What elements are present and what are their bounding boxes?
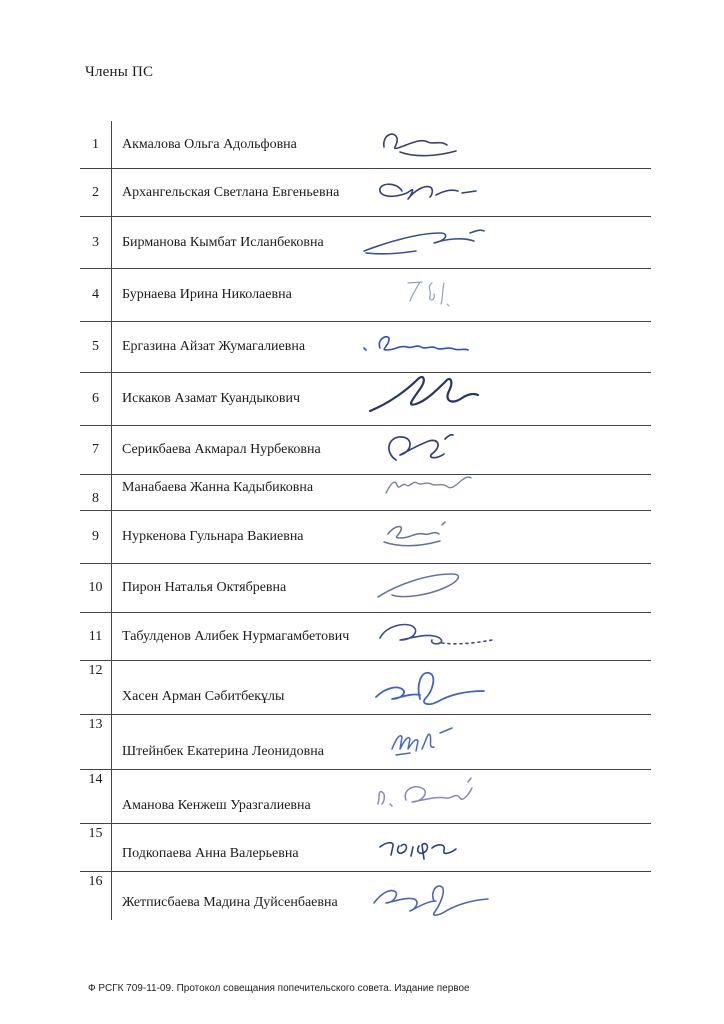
row-number: 1: [80, 121, 112, 168]
table-row: [80, 613, 651, 661]
member-name: Бирманова Кымбат Исланбековна: [122, 234, 324, 250]
row-number: 7: [80, 426, 112, 474]
table-row: [80, 322, 651, 373]
row-number: 16: [80, 872, 112, 920]
page-footer: Ф РСГК 709-11-09. Протокол совещания попечительского совета. Издание первое: [88, 983, 470, 994]
member-name: Акмалова Ольга Адольфовна: [122, 136, 297, 152]
member-name: Манабаева Жанна Кадыбиковна: [122, 480, 314, 495]
member-name: Хасен Арман Сәбитбекұлы: [122, 689, 285, 704]
member-name: Табулденов Алибек Нурмагамбетович: [122, 628, 350, 644]
table-row: [80, 121, 651, 169]
row-number: 4: [80, 269, 112, 321]
member-name: Искаков Азамат Куандыкович: [122, 391, 300, 406]
row-number: 12: [80, 661, 112, 714]
member-name: Архангельская Светлана Евгеньевна: [122, 184, 340, 200]
page-title: Члены ПС: [85, 64, 154, 80]
row-number: 3: [80, 217, 112, 268]
member-name: Аманова Кенжеш Уразгалиевна: [122, 798, 311, 813]
row-number: 14: [80, 770, 112, 823]
table-row: [80, 564, 651, 613]
member-name: Жетписбаева Мадина Дуйсенбаевна: [122, 895, 338, 910]
member-name: Штейнбек Екатерина Леонидовна: [122, 744, 324, 759]
member-name: Нуркенова Гульнара Вакиевна: [122, 529, 304, 544]
table-row: [80, 715, 651, 770]
table-row: [80, 511, 651, 564]
table-row: [80, 824, 651, 872]
table-row: [80, 872, 651, 920]
row-number: 2: [80, 169, 112, 216]
table-row: [80, 169, 651, 217]
member-name: Ергазина Айзат Жумагалиевна: [122, 339, 306, 354]
table-row: [80, 426, 651, 475]
row-number: 11: [80, 613, 112, 660]
row-number: 13: [80, 715, 112, 769]
row-number: 15: [80, 824, 112, 871]
row-number: 10: [80, 564, 112, 612]
row-number: 6: [80, 373, 112, 425]
row-number: 5: [80, 322, 112, 372]
row-number: 8: [80, 475, 112, 510]
member-name: Подкопаева Анна Валерьевна: [122, 846, 299, 861]
table-row: [80, 475, 651, 511]
table-row: [80, 217, 651, 269]
members-table: [80, 121, 651, 920]
member-name: Бурнаева Ирина Николаевна: [122, 287, 292, 302]
member-name: Пирон Наталья Октябревна: [122, 580, 287, 595]
table-row: [80, 770, 651, 824]
table-row: [80, 661, 651, 715]
table-row: [80, 373, 651, 426]
table-row: [80, 269, 651, 322]
member-name: Серикбаева Акмарал Нурбековна: [122, 442, 321, 457]
row-number: 9: [80, 511, 112, 563]
